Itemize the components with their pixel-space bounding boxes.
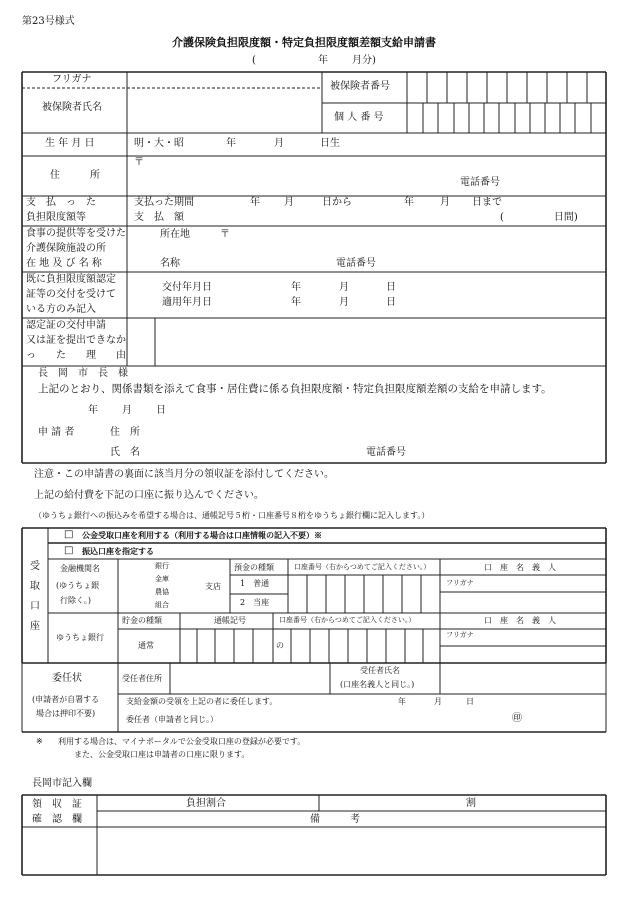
facility-location-label: 所在地 [160,229,190,240]
facility-label: 食事の提供等を受けた [26,228,126,239]
footnote-line: 利用する場合は、マイナポータルで公金受取口座の登録が必要です。 [58,737,306,746]
deposit-ordinary[interactable]: 1 普通 [240,579,270,588]
cert-label: 既に負担限度額認定 [26,274,116,285]
yucho-account-number-label: 口座番号（右からつめてご記入ください。） [279,616,416,624]
declaration-text: 上記のとおり、関係書類を添えて食事・居住費に係る負担限度額・特定負担限度額差額の支給を申請します。 [38,383,552,395]
paid-from-month: 月 [284,197,294,208]
city-section-heading: 長岡市記入欄 [32,778,92,789]
address-label: 住 所 [50,170,100,181]
proxy-name-note: (口座名義人と同じ。) [340,680,415,689]
account-side-label: 取 [30,581,40,592]
cert-issued-year: 年 [291,282,301,293]
cert-applied-day: 日 [386,297,396,308]
bank-name-label-3: 行除く。) [60,596,91,605]
paid-from-year: 年 [250,197,260,208]
phone-label: 電話番号 [460,177,500,188]
percent-label: 割 [466,798,476,809]
period-open: ( [252,55,256,66]
declaration-day: 日 [156,405,166,416]
paid-days: ( 日間) [500,212,578,223]
seal-icon: ㊞ [512,713,522,724]
delegation-text: 支給金額の受領を上記の者に委任します。 [126,697,278,706]
personal-number-label: 個 人 番 号 [334,112,384,123]
paid-amount-label: 支 払 額 [134,212,184,223]
cert-label-3: いる方のみ記入 [26,304,96,315]
passbook-number-label: 通帳記号 [214,616,246,625]
deposit-type-label: 預金の種類 [234,563,274,572]
reason-label-3: っ た 理 由 [26,350,126,361]
bank-type-bank: 銀行 [155,562,169,570]
deposit-current[interactable]: 2 当座 [240,598,270,607]
remarks-label: 備 考 [310,814,360,825]
account-side-label: 座 [30,621,40,632]
insured-name-field[interactable] [128,89,321,132]
birth-eras: 明・大・昭 [134,138,184,149]
paid-to-year: 年 [404,197,414,208]
applicant-phone-label: 電話番号 [366,447,406,458]
period-month: 月分) [352,55,376,66]
proxy-name-label: 受任者氏名 [360,666,400,675]
delegation-year: 年 [398,697,406,706]
cert-issued-day: 日 [386,282,396,293]
postal-mark: 〒 [134,157,144,168]
yucho-holder-label: 口 座 名 義 人 [484,616,556,625]
public-account-checkbox[interactable]: □ [64,529,74,540]
delegator-label: 委任者（申請者と同じ。） [126,715,218,724]
holder-furigana-label: フリガナ [446,579,474,587]
period-year: 年 [318,55,328,66]
reason-label-2: 又は証を提出できなか [26,335,126,346]
footnote-line-2: また、公金受取口座は申請者の口座に限ります。 [74,750,250,759]
cert-issued-month: 月 [339,282,349,293]
birth-month: 月 [274,138,284,149]
bank-name-label-2: (ゆうちょ銀 [56,581,100,590]
note-attach-receipt: 注意・この申請書の裏面に該当月分の領収証を添付してください。 [34,469,334,480]
paid-label: 支 払 っ た [26,197,96,208]
public-account-option: 公金受取口座を利用する（利用する場合は口座情報の記入不要）※ [82,530,322,540]
proxy-address-label: 受任者住所 [122,674,162,683]
facility-name-label: 名称 [160,258,180,269]
account-side-label: 口 [30,601,40,612]
delegation-note-2: 場合は押印不要) [36,709,96,718]
delegation-day: 日 [466,697,474,706]
furigana-label: フリガナ [52,74,92,85]
note-yucho: （ゆうちょ銀行への振込みを希望する場合は、通帳記号５桁・口座番号８桁をゆうちょ銀行欄に記入します。） [34,511,430,520]
account-side-label: 受 [30,561,40,572]
cert-issued-label: 交付年月日 [162,282,212,293]
account-number-label: 口座番号（右からつめてご記入ください。） [294,563,431,571]
applicant-name-label: 氏 名 [110,447,140,458]
delegation-label: 委任状 [52,673,82,684]
yucho-label: ゆうちょ銀行 [56,633,104,642]
footnote-mark: ※ [36,737,43,746]
passbook-no-mark: の [276,641,284,650]
bank-type-noukyo: 農協 [155,588,169,596]
transfer-account-option: 振込口座を指定する [82,546,154,556]
facility-label-3: 在 地 及 び 名 称 [26,258,102,269]
burden-ratio-label: 負担割合 [186,798,226,809]
facility-label-2: 介護保険施設の所 [26,243,106,254]
transfer-account-checkbox[interactable]: □ [64,545,74,556]
bank-type-shinkin: 金庫 [155,575,169,583]
delegation-month: 月 [434,697,442,706]
savings-type-label: 貯金の種類 [122,616,162,625]
remarks-field[interactable] [98,828,605,874]
cert-applied-month: 月 [339,297,349,308]
savings-normal: 通常 [138,641,154,650]
form-title: 介護保険負担限度額・特定負担限度額差額支給申請書 [172,36,436,49]
paid-to-month: 月 [440,197,450,208]
reason-label: 認定証の交付申請 [26,320,106,331]
form-number: 第23号様式 [22,16,75,27]
birth-day: 日生 [320,138,340,149]
paid-period-label: 支払った期間 [134,197,194,208]
insured-number-label: 被保険者番号 [330,81,390,92]
declaration-year: 年 [88,405,98,416]
applicant-address-label: 住 所 [110,427,140,438]
declaration-month: 月 [122,405,132,416]
bank-type-kumiai: 組合 [155,601,169,609]
receipt-label: 領 収 証 [32,799,82,810]
paid-until: 日まで [472,197,502,208]
bank-name-label: 金融機関名 [60,564,100,573]
addressee: 長 岡 市 長 様 [38,368,128,379]
cert-label-2: 証等の交付を受けて [26,289,116,300]
confirm-label: 確 認 欄 [32,814,82,825]
facility-postal-mark: 〒 [220,229,230,240]
birth-year: 年 [226,138,236,149]
reason-field[interactable] [156,319,605,365]
yucho-furigana-label: フリガナ [446,631,474,639]
delegation-note: (申請者が自署する [32,695,100,704]
paid-from: 日から [322,197,352,208]
insured-name-label: 被保険者氏名 [42,102,102,113]
account-holder-label: 口 座 名 義 人 [484,563,556,572]
branch-label: 支店 [205,582,221,591]
birth-label: 生 年 月 日 [45,138,95,149]
paid-label-2: 負担限度額等 [26,212,86,223]
applicant-label: 申 請 者 [38,427,75,438]
cert-applied-year: 年 [291,297,301,308]
note-transfer: 上記の給付費を下記の口座に振り込んでください。 [34,490,264,501]
facility-phone-label: 電話番号 [336,258,376,269]
cert-applied-label: 適用年月日 [162,297,212,308]
